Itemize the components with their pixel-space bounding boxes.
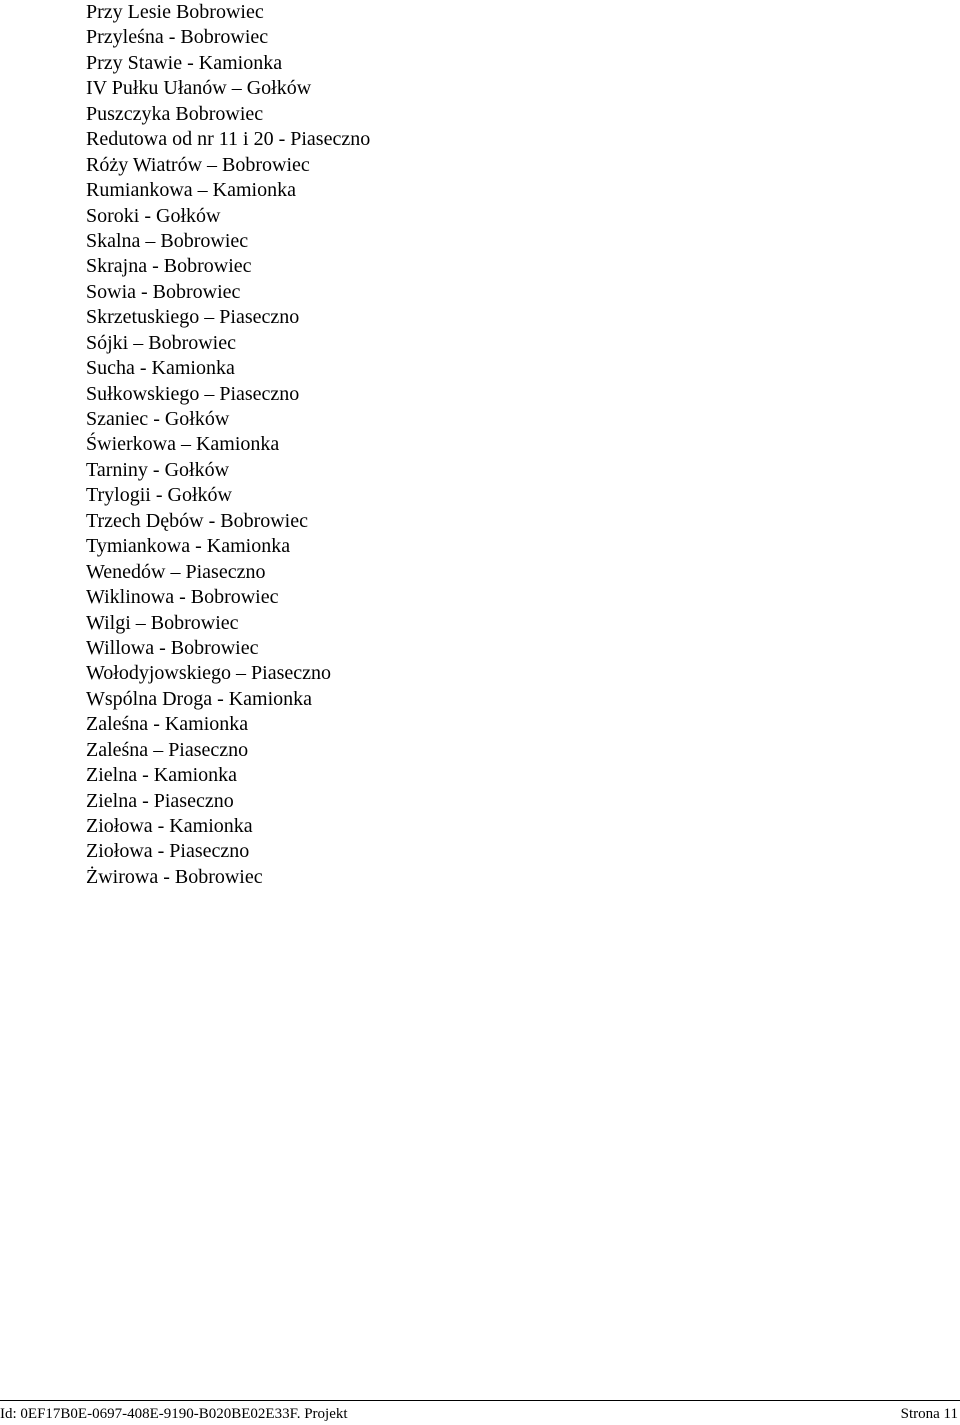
- street-item: Wołodyjowskiego – Piaseczno: [86, 662, 332, 685]
- street-item: Sułkowskiego – Piaseczno: [86, 382, 300, 405]
- street-item: Wilgi – Bobrowiec: [86, 611, 239, 634]
- street-item: Świerkowa – Kamionka: [86, 433, 280, 456]
- street-item: Skalna – Bobrowiec: [86, 229, 249, 252]
- street-item: Trylogii - Gołków: [86, 484, 232, 507]
- street-item: Żwirowa - Bobrowiec: [86, 865, 263, 888]
- document-id: Id: 0EF17B0E-0697-408E-9190-B020BE02E33F. Projekt: [0, 1406, 348, 1422]
- street-item: Ziołowa - Kamionka: [86, 815, 253, 837]
- street-item: Róży Wiatrów – Bobrowiec: [86, 153, 310, 176]
- street-item: Sucha - Kamionka: [86, 357, 235, 380]
- street-item: Willowa - Bobrowiec: [86, 636, 259, 659]
- street-item: Skrajna - Bobrowiec: [86, 255, 252, 278]
- street-item: IV Pułku Ułanów – Gołków: [86, 77, 312, 100]
- page-footer: [0, 1400, 960, 1425]
- street-item: Ziołowa - Piaseczno: [86, 840, 250, 863]
- street-item: Wspólna Droga - Kamionka: [86, 687, 313, 710]
- street-list: [86, 0, 370, 890]
- street-item: Zielna - Piaseczno: [86, 789, 234, 812]
- street-item: Wiklinowa - Bobrowiec: [86, 586, 279, 609]
- street-item: Przy Lesie Bobrowiec: [86, 1, 264, 23]
- street-item: Sójki – Bobrowiec: [86, 331, 236, 354]
- street-item: Puszczyka Bobrowiec: [86, 102, 264, 125]
- street-item: Rumiankowa – Kamionka: [86, 179, 296, 202]
- street-item: Soroki - Gołków: [86, 204, 221, 227]
- street-item: Wenedów – Piaseczno: [86, 560, 266, 583]
- street-item: Tymiankowa - Kamionka: [86, 535, 291, 558]
- street-item: Szaniec - Gołków: [86, 408, 230, 430]
- street-item: Trzech Dębów - Bobrowiec: [86, 509, 308, 532]
- street-item: Zaleśna – Piaseczno: [86, 738, 249, 761]
- street-item: Sowia - Bobrowiec: [86, 280, 241, 303]
- street-item: Zielna - Kamionka: [86, 764, 238, 787]
- street-item: Zaleśna - Kamionka: [86, 713, 249, 736]
- street-item: Przyleśna - Bobrowiec: [86, 26, 269, 49]
- street-item: Redutowa od nr 11 i 20 - Piaseczno: [86, 128, 371, 151]
- street-item: Przy Stawie - Kamionka: [86, 51, 283, 74]
- page-number: Strona 11: [900, 1406, 958, 1422]
- street-item: Tarniny - Gołków: [86, 458, 230, 481]
- street-item: Skrzetuskiego – Piaseczno: [86, 306, 300, 329]
